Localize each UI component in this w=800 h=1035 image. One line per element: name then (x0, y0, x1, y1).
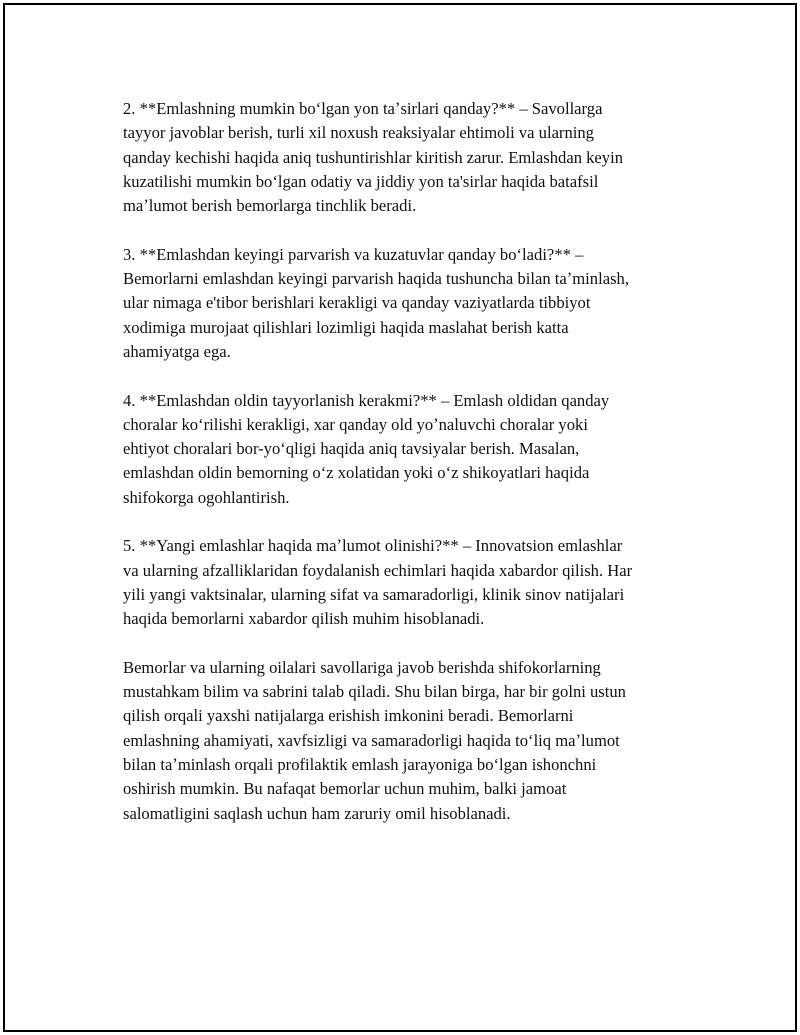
text-line: 5. **Yangi emlashlar haqida maʼlumot olinishi?** – Innovatsion emlashlar (123, 536, 623, 556)
text-line: bilan taʼminlash orqali profilaktik emlash jarayoniga boʻlgan ishonchni (123, 755, 597, 775)
text-line: emlashning ahamiyati, xavfsizligi va samaradorligi haqida toʻliq maʼlumot (123, 730, 620, 750)
text-line: choralar koʻrilishi kerakligi, xar qanday old yoʼnaluvchi choralar yoki (123, 414, 588, 434)
text-line: xodimiga murojaat qilishlari lozimligi haqida maslahat berish katta (123, 317, 569, 337)
text-line: yili yangi vaktsinalar, ularning sifat va samaradorligi, klinik sinov natijalari (123, 584, 625, 604)
paragraph-conclusion (123, 656, 689, 826)
page-frame (3, 3, 797, 1032)
text-line: tayyor javoblar berish, turli xil noxush reaksiyalar ehtimoli va ularning (123, 123, 594, 143)
text-line: 3. **Emlashdan keyingi parvarish va kuzatuvlar qanday boʻladi?** – (123, 244, 584, 264)
text-line: va ularning afzalliklaridan foydalanish echimlari haqida xabardor qilish. Har (123, 560, 633, 580)
paragraph-preparation (123, 389, 689, 510)
paragraph-aftercare (123, 243, 689, 364)
text-line: emlashdan oldin bemorning oʻz xolatidan yoki oʻz shikoyatlari haqida (123, 463, 590, 483)
paragraph-new-vaccines (123, 534, 689, 631)
text-line: shifokorga ogohlantirish. (123, 487, 290, 507)
text-line: ehtiyot choralari bor-yoʻqligi haqida aniq tavsiyalar berish. Masalan, (123, 439, 580, 459)
text-line: oshirish mumkin. Bu nafaqat bemorlar uchun muhim, balki jamoat (123, 779, 567, 799)
text-line: Bemorlarni emlashdan keyingi parvarish haqida tushuncha bilan taʼminlash, (123, 269, 629, 289)
paragraph-side-effects (123, 97, 689, 218)
text-line: 4. **Emlashdan oldin tayyorlanish kerakmi?** – Emlash oldidan qanday (123, 390, 610, 410)
text-line: haqida bemorlarni xabardor qilish muhim hisoblanadi. (123, 609, 485, 629)
text-line: mustahkam bilim va sabrini talab qiladi. Shu bilan birga, har bir golni ustun (123, 682, 626, 702)
text-line: 2. **Emlashning mumkin boʻlgan yon taʼsirlari qanday?** – Savollarga (123, 99, 603, 118)
document-body (123, 97, 689, 850)
text-line: qanday kechishi haqida aniq tushuntirishlar kiritish zarur. Emlashdan keyin (123, 147, 623, 167)
text-line: maʼlumot berish bemorlarga tinchlik beradi. (123, 196, 417, 216)
text-line: salomatligini saqlash uchun ham zaruriy omil hisoblanadi. (123, 803, 511, 823)
text-line: kuzatilishi mumkin boʻlgan odatiy va jiddiy yon ta'sirlar haqida batafsil (123, 171, 599, 191)
text-line: Bemorlar va ularning oilalari savollariga javob berishda shifokorlarning (123, 657, 601, 677)
text-line: qilish orqali yaxshi natijalarga erishish imkonini beradi. Bemorlarni (123, 706, 574, 726)
text-line: ular nimaga e'tibor berishlari kerakligi va qanday vaziyatlarda tibbiyot (123, 293, 591, 313)
text-line: ahamiyatga ega. (123, 341, 231, 361)
